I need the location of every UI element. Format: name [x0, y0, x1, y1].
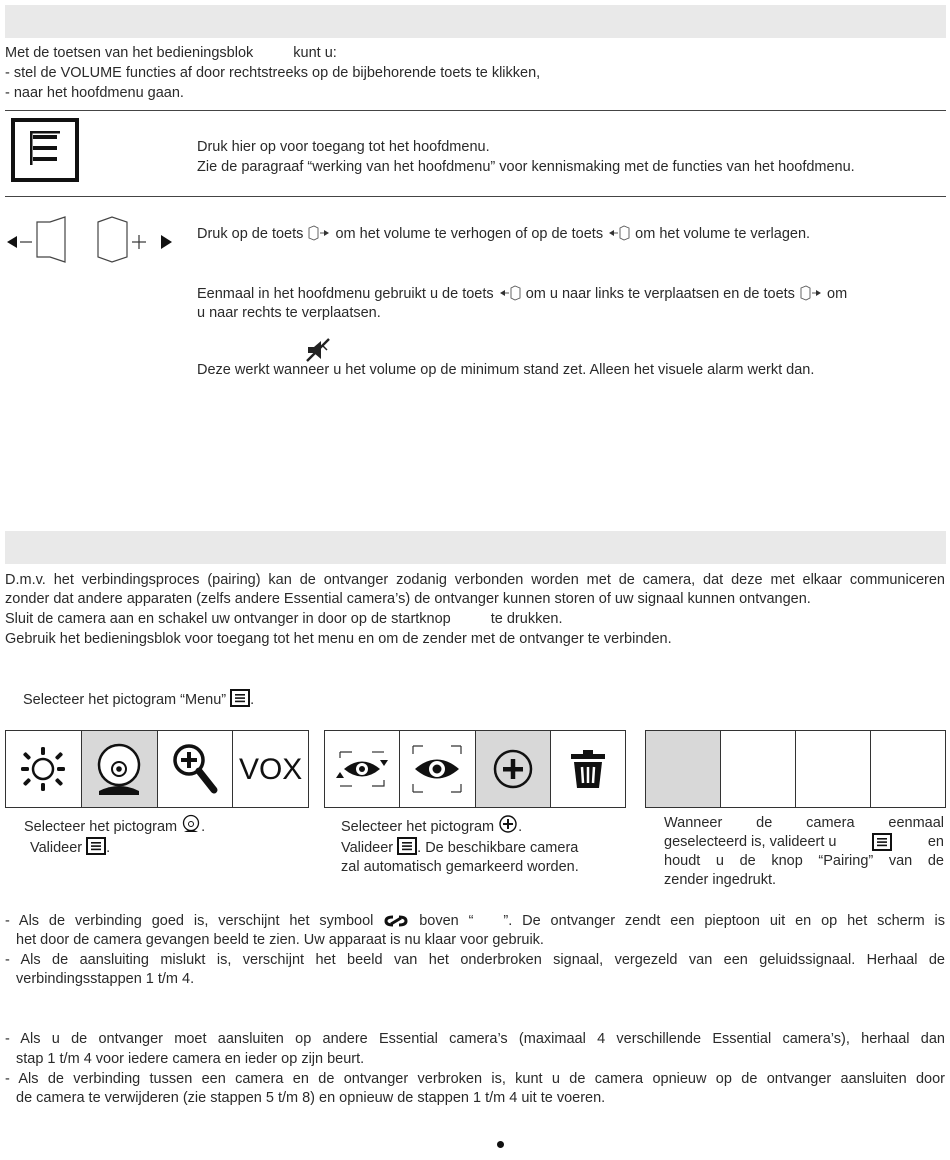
- pairing-intro-2: zonder dat andere apparaten (zelfs andere Essential camera’s) de ontvanger kunnen storen of uw signaal kunnen ontvangen.: [5, 591, 811, 607]
- step-1: Selecteer het pictogram “Menu” .: [23, 689, 254, 710]
- section-header-pairing: [5, 531, 946, 564]
- brightness-icon[interactable]: [6, 731, 82, 807]
- divider: [5, 196, 946, 197]
- caption-strip-3: Wanneer de camera eenmaal geselecteerd is, valideert u en houdt u de knop “Pairing” van de zender ingedrukt.: [664, 815, 944, 888]
- pairing-intro-4: Gebruik het bedieningsblok voor toegang tot het menu en om de zender met de ontvanger te verbinden.: [5, 631, 672, 647]
- menu-icon: [872, 833, 892, 851]
- camera-icon[interactable]: [82, 731, 158, 807]
- section-header-controls: [5, 5, 946, 38]
- menu-strip-1: [5, 730, 309, 808]
- volume-up-icon: [307, 225, 331, 241]
- volume-up-icon[interactable]: [94, 216, 174, 270]
- add-icon: [498, 814, 518, 834]
- menu-icon[interactable]: [11, 118, 79, 182]
- pairing-intro-3: Sluit de camera aan en schakel uw ontvanger in door op de startknop te drukken.: [5, 611, 563, 627]
- link-icon: [383, 914, 409, 928]
- intro-bullet-menu: - naar het hoofdmenu gaan.: [5, 85, 184, 101]
- view-icon[interactable]: [400, 731, 475, 807]
- cycle-view-icon[interactable]: [325, 731, 400, 807]
- camera-slot-4[interactable]: [871, 731, 945, 807]
- result-success-1: - Als de verbinding goed is, verschijnt het symbool boven “ ”. De ontvanger zendt een pieptoon uit en op het scherm is: [5, 913, 946, 929]
- intro-bullet-volume: - stel de VOLUME functies af door rechtstreeks op de bijbehorende toets te klikken,: [5, 65, 541, 81]
- camera-slot-2[interactable]: [721, 731, 796, 807]
- caption-strip-1: Selecteer het pictogram . Valideer .: [24, 814, 205, 858]
- menu-description-1: Druk hier op voor toegang tot het hoofdmenu.: [197, 139, 490, 155]
- volume-down-icon: [607, 225, 631, 241]
- volume-down-icon: [498, 285, 522, 301]
- volume-up-icon: [799, 285, 823, 301]
- note-reconnect-1: - Als de verbinding tussen een camera en de ontvanger verbroken is, kunt u de camera opnieuw op de ontvanger aansluiten door: [5, 1071, 945, 1087]
- navigation-description-2: u naar rechts te verplaatsen.: [197, 305, 381, 321]
- pairing-intro-1: D.m.v. het verbindingsproces (pairing) kan de ontvanger zodanig verbonden worden met de camera, dat deze met elkaar communiceren: [5, 572, 945, 588]
- menu-strip-3: [645, 730, 946, 808]
- mute-description: Deze werkt wanneer u het volume op de minimum stand zet. Alleen het visuele alarm werkt dan.: [197, 362, 815, 378]
- note-reconnect-2: de camera te verwijderen (zie stappen 5 t/m 8) en opnieuw de stappen 1 t/m 4 uit te voeren.: [16, 1090, 606, 1106]
- result-fail-1: - Als de aansluiting mislukt is, verschijnt het beeld van het onderbroken signaal, vergezeld van een geluidssignaal. Herhaal de: [5, 952, 945, 968]
- divider: [5, 110, 946, 111]
- zoom-icon[interactable]: [158, 731, 234, 807]
- menu-icon: [86, 837, 106, 855]
- volume-down-icon[interactable]: [5, 216, 83, 270]
- note-multi-camera-2: stap 1 t/m 4 voor iedere camera en ieder op zijn beurt.: [16, 1051, 365, 1067]
- camera-slot-3[interactable]: [796, 731, 871, 807]
- menu-icon: [397, 837, 417, 855]
- menu-strip-2: [324, 730, 626, 808]
- caption-strip-2: Selecteer het pictogram . Valideer . De beschikbare camera zal automatisch gemarkeerd worden.: [341, 814, 579, 877]
- menu-icon: [230, 689, 250, 707]
- intro-text-a: Met de toetsen van het bedieningsblok: [5, 45, 254, 61]
- page-bullet: [497, 1141, 504, 1148]
- note-multi-camera-1: - Als u de ontvanger moet aansluiten op andere Essential camera’s (maximaal 4 verschillende Essential camera’s), herhaal dan: [5, 1031, 945, 1047]
- menu-description-2: Zie de paragraaf “werking van het hoofdmenu” voor kennismaking met de functies van het hoofdmenu.: [197, 159, 855, 175]
- delete-icon[interactable]: [551, 731, 625, 807]
- add-icon[interactable]: [476, 731, 551, 807]
- vox-button[interactable]: VOX: [238, 752, 303, 786]
- intro-paragraph: [5, 44, 337, 63]
- result-success-2: het door de camera gevangen beeld te zien. Uw apparaat is nu klaar voor gebruik.: [16, 932, 544, 948]
- navigation-description: Eenmaal in het hoofdmenu gebruikt u de toets om u naar links te verplaatsen en de toets om: [197, 286, 848, 302]
- result-fail-2: verbindingsstappen 1 t/m 4.: [16, 971, 195, 987]
- camera-icon: [181, 814, 201, 834]
- camera-slot-1[interactable]: [646, 731, 721, 807]
- intro-text-b: kunt u:: [293, 45, 337, 61]
- volume-description: Druk op de toets om het volume te verhogen of op de toets om het volume te verlagen.: [197, 226, 811, 242]
